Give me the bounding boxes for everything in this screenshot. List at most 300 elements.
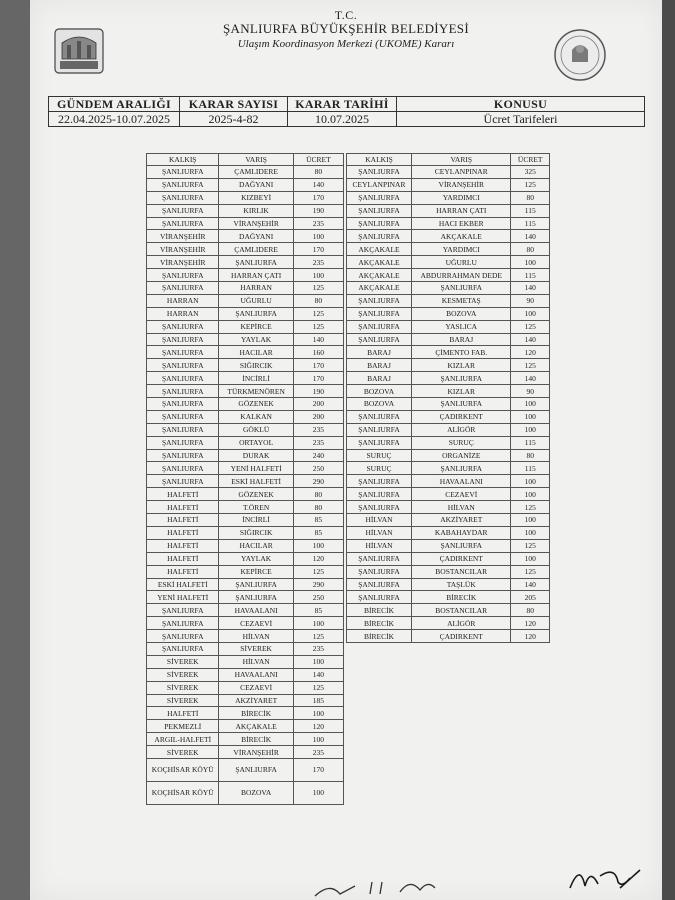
table-row: [147, 423, 344, 436]
arrival-cell: HACI EKBER: [412, 217, 511, 230]
table-row: [347, 410, 550, 423]
arrival-cell: ŞANLIURFA: [219, 758, 293, 781]
fare-cell: 85: [293, 604, 343, 617]
departure-cell: BOZOVA: [347, 385, 412, 398]
arrival-cell: KIRLIK: [219, 204, 293, 217]
fare-cell: 235: [293, 642, 343, 655]
fare-cell: 170: [293, 191, 343, 204]
fare-cell: 100: [293, 617, 343, 630]
departure-cell: HARRAN: [147, 307, 219, 320]
table-row: [147, 746, 344, 759]
meta-header-agenda: GÜNDEM ARALIĞI: [49, 97, 180, 112]
arrival-cell: ŞANLIURFA: [219, 256, 293, 269]
fare-cell: 140: [293, 178, 343, 191]
fare-cell: 100: [511, 552, 550, 565]
departure-cell: ŞANLIURFA: [347, 501, 412, 514]
handwritten-mark: [310, 872, 450, 900]
arrival-cell: BOSTANCILAR: [412, 604, 511, 617]
arrival-cell: DAĞYANI: [219, 230, 293, 243]
table-row: [147, 539, 344, 552]
arrival-cell: VİRANŞEHİR: [412, 178, 511, 191]
departure-cell: ŞANLIURFA: [147, 346, 219, 359]
arrival-cell: BİRECİK: [412, 591, 511, 604]
table-row: [147, 269, 344, 282]
table-row: [347, 166, 550, 179]
table-row: [347, 333, 550, 346]
table-row: [147, 501, 344, 514]
meta-header-decision-date: KARAR TARİHİ: [288, 97, 397, 112]
arrival-cell: ŞANLIURFA: [219, 578, 293, 591]
meta-header-decision-number: KARAR SAYISI: [180, 97, 288, 112]
fare-cell: 125: [293, 307, 343, 320]
departure-cell: ŞANLIURFA: [147, 191, 219, 204]
table-row: [147, 178, 344, 191]
fare-cell: 125: [293, 565, 343, 578]
fare-cell: 185: [293, 694, 343, 707]
arrival-cell: YENİ HALFETİ: [219, 462, 293, 475]
table-row: [347, 282, 550, 295]
departure-cell: ŞANLIURFA: [347, 436, 412, 449]
fare-cell: 85: [293, 526, 343, 539]
table-row: [347, 359, 550, 372]
departure-cell: HİLVAN: [347, 539, 412, 552]
departure-cell: ŞANLIURFA: [147, 449, 219, 462]
table-row: [347, 294, 550, 307]
table-row: [147, 630, 344, 643]
departure-cell: AKÇAKALE: [347, 282, 412, 295]
departure-cell: BARAJ: [347, 359, 412, 372]
fare-cell: 100: [293, 707, 343, 720]
departure-cell: BARAJ: [347, 372, 412, 385]
table-row: [347, 436, 550, 449]
fare-cell: 290: [293, 578, 343, 591]
departure-cell: ŞANLIURFA: [147, 423, 219, 436]
table-row: [147, 217, 344, 230]
departure-cell: ŞANLIURFA: [347, 423, 412, 436]
table-row: [347, 320, 550, 333]
departure-cell: ŞANLIURFA: [147, 436, 219, 449]
departure-cell: ŞANLIURFA: [147, 320, 219, 333]
col-departure: KALKIŞ: [347, 154, 412, 166]
table-row: [347, 230, 550, 243]
departure-cell: ŞANLIURFA: [147, 617, 219, 630]
arrival-cell: HİLVAN: [412, 501, 511, 514]
arrival-cell: ŞANLIURFA: [219, 591, 293, 604]
table-row: [147, 282, 344, 295]
fare-cell: 160: [293, 346, 343, 359]
departure-cell: HALFETİ: [147, 707, 219, 720]
departure-cell: HALFETİ: [147, 539, 219, 552]
fare-cell: 125: [293, 630, 343, 643]
departure-cell: AKÇAKALE: [347, 256, 412, 269]
fare-cell: 235: [293, 436, 343, 449]
table-row: [147, 449, 344, 462]
fare-cell: 170: [293, 359, 343, 372]
table-row: [347, 423, 550, 436]
departure-cell: BİRECİK: [347, 604, 412, 617]
table-row: [147, 294, 344, 307]
arrival-cell: ŞANLIURFA: [412, 539, 511, 552]
arrival-cell: BİRECİK: [219, 733, 293, 746]
table-row: [347, 514, 550, 527]
table-row: [147, 565, 344, 578]
fare-cell: 125: [293, 681, 343, 694]
departure-cell: SURUÇ: [347, 462, 412, 475]
departure-cell: BİRECİK: [347, 630, 412, 643]
fare-cell: 100: [293, 230, 343, 243]
table-row: [147, 514, 344, 527]
table-row: [147, 372, 344, 385]
table-row: [147, 488, 344, 501]
arrival-cell: AKÇAKALE: [219, 720, 293, 733]
departure-cell: ŞANLIURFA: [347, 475, 412, 488]
fare-cell: 125: [511, 539, 550, 552]
arrival-cell: YAYLAK: [219, 333, 293, 346]
arrival-cell: T.ÖREN: [219, 501, 293, 514]
table-row: [147, 655, 344, 668]
departure-cell: CEYLANPINAR: [347, 178, 412, 191]
arrival-cell: HACILAR: [219, 539, 293, 552]
table-row: [147, 733, 344, 746]
table-row: [147, 230, 344, 243]
arrival-cell: ŞANLIURFA: [412, 372, 511, 385]
arrival-cell: TÜRKMENÖREN: [219, 385, 293, 398]
arrival-cell: KESMETAŞ: [412, 294, 511, 307]
arrival-cell: CEZAEVİ: [412, 488, 511, 501]
fare-cell: 140: [511, 230, 550, 243]
fare-cell: 140: [511, 578, 550, 591]
departure-cell: ŞANLIURFA: [147, 642, 219, 655]
document-page: [30, 0, 662, 900]
arrival-cell: ÇADIRKENT: [412, 630, 511, 643]
departure-cell: BOZOVA: [347, 398, 412, 411]
table-row: [347, 578, 550, 591]
table-row: [347, 488, 550, 501]
arrival-cell: ABDURRAHMAN DEDE: [412, 269, 511, 282]
departure-cell: ŞANLIURFA: [347, 488, 412, 501]
fare-cell: 100: [293, 269, 343, 282]
fare-cell: 125: [511, 501, 550, 514]
fare-cell: 325: [511, 166, 550, 179]
arrival-cell: BOZOVA: [219, 781, 293, 804]
fare-cell: 125: [511, 565, 550, 578]
col-arrival: VARIŞ: [412, 154, 511, 166]
col-fare: ÜCRET: [293, 154, 343, 166]
fare-cell: 125: [293, 320, 343, 333]
departure-cell: ŞANLIURFA: [347, 410, 412, 423]
arrival-cell: ŞANLIURFA: [412, 282, 511, 295]
departure-cell: HİLVAN: [347, 526, 412, 539]
departure-cell: SİVEREK: [147, 655, 219, 668]
arrival-cell: ŞANLIURFA: [412, 398, 511, 411]
table-row: [147, 166, 344, 179]
arrival-cell: AKÇAKALE: [412, 230, 511, 243]
fare-cell: 115: [511, 204, 550, 217]
arrival-cell: BOZOVA: [412, 307, 511, 320]
arrival-cell: GÖZENEK: [219, 488, 293, 501]
arrival-cell: BARAJ: [412, 333, 511, 346]
fare-cell: 100: [511, 307, 550, 320]
arrival-cell: ÇAMLIDERE: [219, 243, 293, 256]
arrival-cell: SIĞIRCIK: [219, 526, 293, 539]
departure-cell: PEKMEZLİ: [147, 720, 219, 733]
departure-cell: ŞANLIURFA: [347, 230, 412, 243]
table-row: [147, 320, 344, 333]
meta-subject: Ücret Tarifeleri: [397, 112, 645, 127]
fare-cell: 100: [511, 488, 550, 501]
fare-cell: 115: [511, 436, 550, 449]
departure-cell: BARAJ: [347, 346, 412, 359]
arrival-cell: YARDIMCI: [412, 191, 511, 204]
table-row: [347, 217, 550, 230]
fare-cell: 140: [511, 282, 550, 295]
arrival-cell: UĞURLU: [412, 256, 511, 269]
fare-cell: 100: [511, 475, 550, 488]
arrival-cell: AKZİYARET: [412, 514, 511, 527]
arrival-cell: CEYLANPINAR: [412, 166, 511, 179]
departure-cell: ŞANLIURFA: [147, 410, 219, 423]
arrival-cell: KIZLAR: [412, 359, 511, 372]
table-row: [147, 346, 344, 359]
table-row: [147, 668, 344, 681]
fare-cell: 100: [293, 655, 343, 668]
fare-cell: 190: [293, 385, 343, 398]
col-fare: ÜCRET: [511, 154, 550, 166]
fare-cell: 80: [511, 449, 550, 462]
col-arrival: VARIŞ: [219, 154, 293, 166]
departure-cell: HALFETİ: [147, 501, 219, 514]
fare-cell: 125: [511, 359, 550, 372]
fare-cell: 100: [511, 256, 550, 269]
fare-cell: 140: [293, 333, 343, 346]
arrival-cell: ŞANLIURFA: [412, 462, 511, 475]
departure-cell: ŞANLIURFA: [347, 217, 412, 230]
departure-cell: SİVEREK: [147, 668, 219, 681]
table-row: [147, 204, 344, 217]
departure-cell: ŞANLIURFA: [147, 359, 219, 372]
arrival-cell: KIZBEYİ: [219, 191, 293, 204]
departure-cell: VİRANŞEHİR: [147, 256, 219, 269]
header-line-1: T.C.: [334, 8, 358, 22]
departure-cell: ŞANLIURFA: [147, 462, 219, 475]
fare-cell: 120: [511, 630, 550, 643]
fare-cell: 190: [293, 204, 343, 217]
table-row: [347, 565, 550, 578]
departure-cell: ŞANLIURFA: [147, 204, 219, 217]
departure-cell: ŞANLIURFA: [347, 591, 412, 604]
fare-cell: 170: [293, 372, 343, 385]
arrival-cell: ÇADIRKENT: [412, 410, 511, 423]
departure-cell: KOÇHİSAR KÖYÜ: [147, 758, 219, 781]
table-row: [147, 475, 344, 488]
table-row: [147, 617, 344, 630]
arrival-cell: ÇADIRKENT: [412, 552, 511, 565]
fare-cell: 85: [293, 514, 343, 527]
table-row: [347, 269, 550, 282]
arrival-cell: VİRANŞEHİR: [219, 746, 293, 759]
table-row: [347, 191, 550, 204]
arrival-cell: BİRECİK: [219, 707, 293, 720]
departure-cell: ŞANLIURFA: [147, 217, 219, 230]
arrival-cell: TAŞLÜK: [412, 578, 511, 591]
table-row: [147, 642, 344, 655]
table-row: [147, 436, 344, 449]
arrival-cell: AKZİYARET: [219, 694, 293, 707]
fare-cell: 170: [293, 243, 343, 256]
fare-cell: 80: [293, 166, 343, 179]
departure-cell: VİRANŞEHİR: [147, 230, 219, 243]
arrival-cell: YASLICA: [412, 320, 511, 333]
header-line-2: ŞANLIURFA BÜYÜKŞEHİR BELEDİYESİ: [223, 21, 469, 36]
departure-cell: ŞANLIURFA: [147, 630, 219, 643]
arrival-cell: ESKİ HALFETİ: [219, 475, 293, 488]
fare-cell: 80: [511, 191, 550, 204]
arrival-cell: HARRAN ÇATI: [219, 269, 293, 282]
fare-cell: 100: [511, 526, 550, 539]
departure-cell: ŞANLIURFA: [347, 204, 412, 217]
table-row: [147, 191, 344, 204]
fare-cell: 235: [293, 746, 343, 759]
table-row: [147, 526, 344, 539]
table-row: [347, 449, 550, 462]
table-row: [347, 243, 550, 256]
arrival-cell: HARRAN: [219, 282, 293, 295]
table-row: [147, 243, 344, 256]
departure-cell: HALFETİ: [147, 565, 219, 578]
departure-cell: HALFETİ: [147, 526, 219, 539]
fare-table-left: [146, 153, 344, 805]
departure-cell: HARRAN: [147, 294, 219, 307]
fare-cell: 90: [511, 385, 550, 398]
departure-cell: ŞANLIURFA: [347, 333, 412, 346]
arrival-cell: KALKAN: [219, 410, 293, 423]
arrival-cell: HAVAALANI: [412, 475, 511, 488]
departure-cell: ŞANLIURFA: [347, 307, 412, 320]
fare-cell: 120: [293, 552, 343, 565]
fare-cell: 80: [511, 243, 550, 256]
arrival-cell: DAĞYANI: [219, 178, 293, 191]
departure-cell: VİRANŞEHİR: [147, 243, 219, 256]
departure-cell: SURUÇ: [347, 449, 412, 462]
arrival-cell: VİRANŞEHİR: [219, 217, 293, 230]
departure-cell: ESKİ HALFETİ: [147, 578, 219, 591]
fare-cell: 80: [293, 294, 343, 307]
fare-cell: 200: [293, 398, 343, 411]
table-row: [147, 681, 344, 694]
fare-cell: 140: [511, 333, 550, 346]
arrival-cell: KIZLAR: [412, 385, 511, 398]
table-row: [347, 526, 550, 539]
table-row: [347, 552, 550, 565]
departure-cell: SİVEREK: [147, 694, 219, 707]
arrival-cell: DURAK: [219, 449, 293, 462]
arrival-cell: HARRAN ÇATI: [412, 204, 511, 217]
fare-cell: 80: [293, 488, 343, 501]
fare-cell: 125: [511, 178, 550, 191]
arrival-cell: BOSTANCILAR: [412, 565, 511, 578]
table-row: [347, 204, 550, 217]
arrival-cell: KEPİRCE: [219, 565, 293, 578]
departure-cell: AKÇAKALE: [347, 269, 412, 282]
table-row: [147, 552, 344, 565]
table-row: [347, 630, 550, 643]
fare-cell: 240: [293, 449, 343, 462]
meta-header-subject: KONUSU: [397, 97, 645, 112]
departure-cell: ŞANLIURFA: [347, 320, 412, 333]
departure-cell: ŞANLIURFA: [147, 372, 219, 385]
table-row: [147, 591, 344, 604]
departure-cell: ŞANLIURFA: [147, 269, 219, 282]
meta-agenda-range: 22.04.2025-10.07.2025: [49, 112, 180, 127]
arrival-cell: YAYLAK: [219, 552, 293, 565]
departure-cell: ŞANLIURFA: [347, 166, 412, 179]
background-left: [0, 0, 30, 900]
fare-cell: 100: [293, 733, 343, 746]
decision-info-table: [48, 96, 645, 127]
arrival-cell: SIĞIRCIK: [219, 359, 293, 372]
table-row: [147, 604, 344, 617]
table-row: [147, 578, 344, 591]
table-row: [347, 539, 550, 552]
fare-cell: 100: [293, 539, 343, 552]
arrival-cell: HACILAR: [219, 346, 293, 359]
departure-cell: ŞANLIURFA: [147, 178, 219, 191]
fare-cell: 250: [293, 591, 343, 604]
departure-cell: HİLVAN: [347, 514, 412, 527]
meta-decision-date: 10.07.2025: [288, 112, 397, 127]
fare-cell: 205: [511, 591, 550, 604]
departure-cell: ŞANLIURFA: [347, 578, 412, 591]
fare-cell: 235: [293, 423, 343, 436]
table-row: [347, 501, 550, 514]
departure-cell: ARGIL-HALFETİ: [147, 733, 219, 746]
meta-decision-number: 2025-4-82: [180, 112, 288, 127]
departure-cell: KOÇHİSAR KÖYÜ: [147, 781, 219, 804]
departure-cell: ŞANLIURFA: [147, 475, 219, 488]
table-row: [147, 781, 344, 804]
table-row: [347, 256, 550, 269]
departure-cell: HALFETİ: [147, 488, 219, 501]
arrival-cell: YARDIMCI: [412, 243, 511, 256]
departure-cell: BİRECİK: [347, 617, 412, 630]
table-row: [147, 385, 344, 398]
arrival-cell: GÖKLÜ: [219, 423, 293, 436]
arrival-cell: HAVAALANI: [219, 668, 293, 681]
arrival-cell: HİLVAN: [219, 655, 293, 668]
departure-cell: ŞANLIURFA: [147, 385, 219, 398]
fare-cell: 120: [511, 346, 550, 359]
arrival-cell: GÖZENEK: [219, 398, 293, 411]
arrival-cell: ALİGÖR: [412, 423, 511, 436]
arrival-cell: İNCİRLİ: [219, 514, 293, 527]
arrival-cell: HİLVAN: [219, 630, 293, 643]
departure-cell: ŞANLIURFA: [347, 294, 412, 307]
departure-cell: ŞANLIURFA: [147, 166, 219, 179]
fare-cell: 115: [511, 462, 550, 475]
arrival-cell: KEPİRCE: [219, 320, 293, 333]
departure-cell: YENİ HALFETİ: [147, 591, 219, 604]
col-departure: KALKIŞ: [147, 154, 219, 166]
fare-cell: 140: [511, 372, 550, 385]
fare-cell: 125: [293, 282, 343, 295]
table-row: [147, 707, 344, 720]
arrival-cell: ORGANİZE: [412, 449, 511, 462]
fare-cell: 140: [293, 668, 343, 681]
table-row: [147, 256, 344, 269]
table-row: [147, 359, 344, 372]
table-row: [147, 410, 344, 423]
departure-cell: ŞANLIURFA: [147, 282, 219, 295]
